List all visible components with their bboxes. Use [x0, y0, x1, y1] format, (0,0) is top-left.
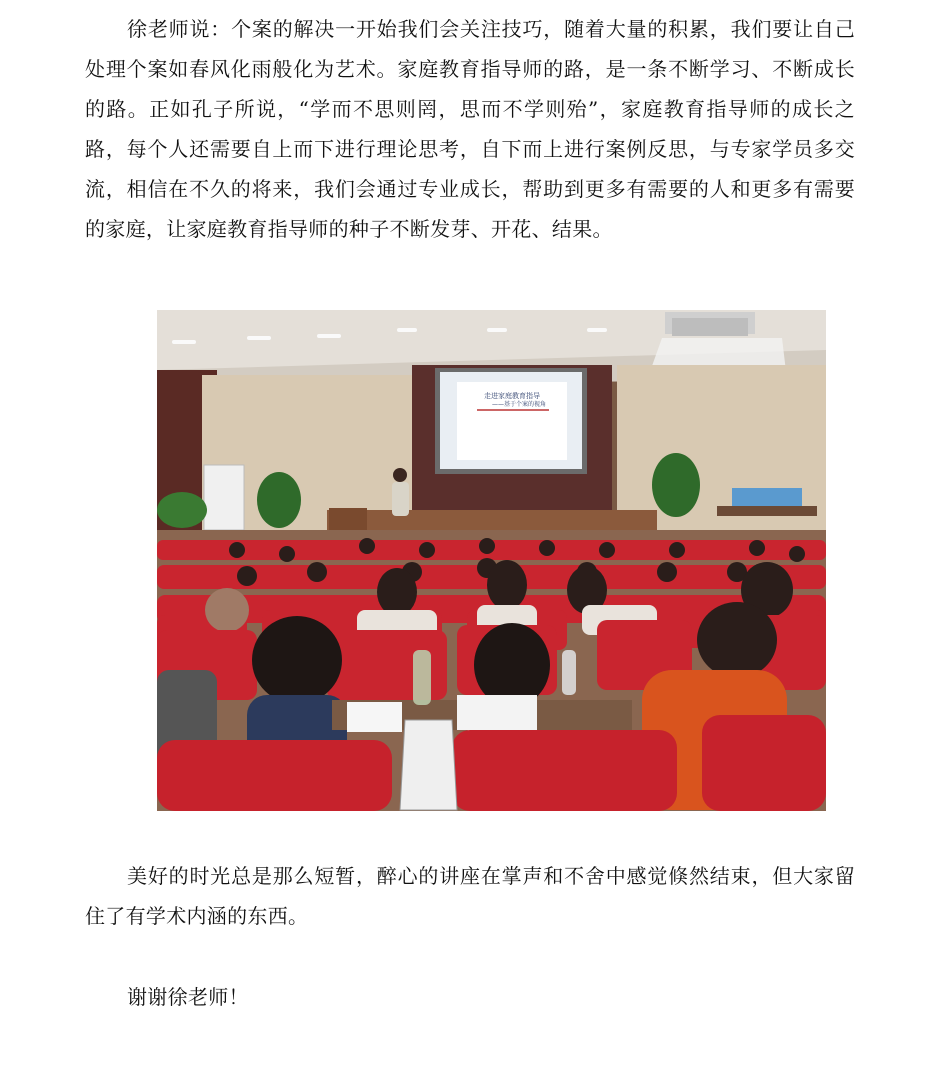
paragraph-closing: 美好的时光总是那么短暂，醉心的讲座在掌声和不舍中感觉倏然结束，但大家留住了有学术内涵的东西。: [85, 864, 855, 928]
lecture-hall-photo: [157, 310, 826, 811]
slide-title: 走进家庭教育指导: [484, 392, 540, 400]
slide-subtitle: ——基于个案的视角: [491, 401, 547, 408]
paragraph-intro: 徐老师说：个案的解决一开始我们会关注技巧，随着大量的积累，我们要让自己处理个案如春风化雨般化为艺术。家庭教育指导师的路，是一条不断学习、不断成长的路。正如孔子所说，“学而不思则罔，思而不学则殆”，家庭教育指导师的成长之路，每个人还需要自上而下进行理论思考，自下而上进行案例反思，与专家学员多交流，相信在不久的将来，我们会通过专业成长，帮助到更多有需要的人和更多有需要的家庭，让家庭教育指导师的种子不断发芽、开花、结果。: [85, 17, 855, 241]
paragraph-thanks: 谢谢徐老师！: [127, 985, 249, 1009]
